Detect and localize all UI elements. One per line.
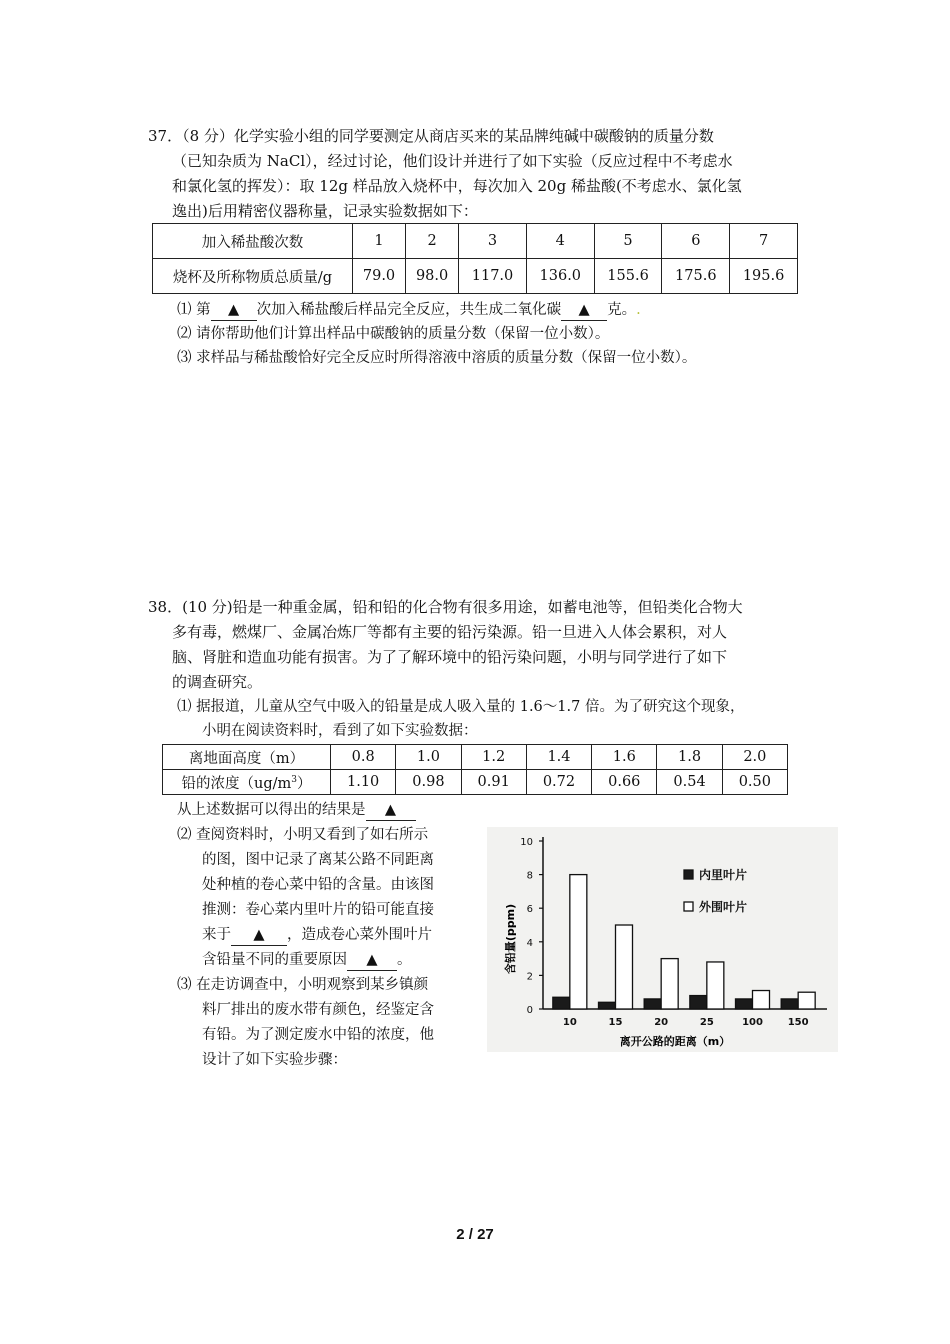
- q38-sub2-line-2: 的图，图中记录了离某公路不同距离: [202, 852, 434, 868]
- chart-legend-label: 内里叶片: [699, 868, 748, 882]
- q37-data-table: [152, 223, 798, 294]
- chart-x-axis-label: 离开公路的距离（m）: [619, 1035, 731, 1048]
- answer-blank[interactable]: ▲: [347, 950, 397, 971]
- q38-table-cell: 1.6: [592, 745, 657, 770]
- q37-sub3: ⑶ 求样品与稀盐酸恰好完全反应时所得溶液中溶质的质量分数（保留一位小数）。: [177, 350, 697, 366]
- q38-table-cell: 1.10: [331, 770, 396, 795]
- q37-table-cell: 1: [353, 224, 406, 259]
- q38-table-cell: 0.91: [461, 770, 526, 795]
- chart-bar-inner: [781, 999, 798, 1009]
- chart-x-tick-label: 15: [608, 1017, 623, 1028]
- answer-blank[interactable]: ▲: [211, 300, 257, 321]
- q38-table-header-2: [163, 770, 331, 795]
- chart-y-axis-label: 含铅量(ppm): [504, 903, 517, 975]
- q37-sub1-suffix: 克。: [607, 302, 637, 318]
- q38-line-4: 的调查研究。: [172, 673, 263, 691]
- q37-sub1-middle: 次加入稀盐酸后样品完全反应，共生成二氧化碳: [256, 302, 562, 318]
- chart-legend-swatch: [684, 870, 693, 879]
- chart-bar-outer: [798, 992, 815, 1009]
- q37-table-cell: 175.6: [662, 259, 730, 294]
- q38-sub1-line-1: ⑴ 据报道，儿童从空气中吸入的铅量是成人吸入量的 1.6～1.7 倍。为了研究这个现象，: [177, 699, 745, 715]
- q38-sub2-l6-prefix: 含铅量不同的重要原因: [202, 952, 347, 968]
- chart-y-tick-label: 10: [520, 837, 533, 848]
- chart-bar-inner: [599, 1002, 616, 1009]
- q38-sub2-l5-suffix: ，造成卷心菜外围叶片: [287, 927, 432, 943]
- q38-sub1-line-2: 小明在阅读资料时，看到了如下实验数据：: [202, 723, 478, 739]
- q37-line-4: 逸出)后用精密仪器称量，记录实验数据如下：: [172, 202, 478, 220]
- chart-x-tick-label: 20: [654, 1017, 669, 1028]
- q38-table-cell: 1.0: [396, 745, 461, 770]
- q37-sub2: ⑵ 请你帮助他们计算出样品中碳酸钠的质量分数（保留一位小数）。: [177, 326, 610, 342]
- q38-result: [177, 800, 416, 821]
- chart-x-tick-label: 25: [699, 1017, 714, 1028]
- q38-table-header-1: 离地面高度（m）: [163, 745, 331, 770]
- chart-x-tick-label: 150: [787, 1017, 809, 1028]
- page-number: 2 / 27: [456, 1226, 494, 1243]
- q37-sub1-prefix: ⑴ 第: [177, 302, 211, 318]
- chart-bar-inner: [736, 999, 753, 1009]
- q38-line-3: 脑、肾脏和造血功能有损害。为了了解环境中的铅污染问题，小明与同学进行了如下: [172, 648, 728, 666]
- q38-table-cell: 0.50: [722, 770, 787, 795]
- chart-y-tick-label: 8: [526, 870, 533, 882]
- q38-table-cell: 0.8: [331, 745, 396, 770]
- q37-table-cell: 6: [662, 224, 730, 259]
- q38-sub3-line-4: 设计了如下实验步骤：: [202, 1052, 347, 1068]
- chart-y-tick-label: 0: [526, 1005, 533, 1016]
- q38-table-cell: 2.0: [722, 745, 787, 770]
- q37-table-cell: 7: [730, 224, 798, 259]
- q38-sub2-l5-prefix: 来于: [202, 927, 231, 943]
- q38-table-header-2-sup: 3: [291, 774, 297, 785]
- q38-table-cell: 0.54: [657, 770, 722, 795]
- q38-line-2: 多有毒，燃煤厂、金属冶炼厂等都有主要的铅污染源。铅一旦进入人体会累积，对人: [172, 623, 728, 641]
- chart-bar-inner: [690, 996, 707, 1009]
- q37-table-cell: 5: [594, 224, 662, 259]
- q38-table-header-2-end: ）: [297, 775, 312, 792]
- chart-bar-outer: [616, 925, 633, 1009]
- q37-table-header-1: 加入稀盐酸次数: [153, 224, 353, 259]
- q38-table-cell: 1.8: [657, 745, 722, 770]
- chart-x-tick-label: 10: [562, 1017, 577, 1028]
- lead-content-bar-chart: [487, 827, 838, 1052]
- q37-line-1: 37．（8 分）化学实验小组的同学要测定从商店买来的某品牌纯碱中碳酸钠的质量分数: [148, 127, 714, 145]
- answer-blank[interactable]: ▲: [561, 300, 607, 321]
- q37-table-cell: 3: [459, 224, 527, 259]
- q38-sub2-line-1: ⑵ 查阅资料时，小明又看到了如右所示: [177, 827, 429, 843]
- chart-bar-outer: [707, 962, 724, 1009]
- q38-table-cell: 1.2: [461, 745, 526, 770]
- q38-data-table: [162, 744, 788, 795]
- q38-table-cell: 0.66: [592, 770, 657, 795]
- q37-table-cell: 195.6: [730, 259, 798, 294]
- chart-bar-outer: [570, 875, 587, 1009]
- q37-table-header-2: 烧杯及所称物质总质量/g: [153, 259, 353, 294]
- stray-dot: .: [636, 302, 641, 318]
- q38-table-cell: 0.72: [526, 770, 591, 795]
- q37-table-cell: 2: [406, 224, 459, 259]
- chart-legend-swatch: [684, 902, 693, 911]
- q38-sub2-line-5: [202, 925, 432, 946]
- chart-y-tick-label: 6: [526, 904, 533, 916]
- chart-bar-outer: [661, 959, 678, 1009]
- answer-blank[interactable]: ▲: [366, 800, 416, 821]
- q37-table-cell: 4: [526, 224, 594, 259]
- q37-table-cell: 117.0: [459, 259, 527, 294]
- q37-table-cell: 155.6: [594, 259, 662, 294]
- q38-sub2-l6-suffix: 。: [397, 952, 412, 968]
- q38-result-prefix: 从上述数据可以得出的结果是: [177, 802, 366, 818]
- q38-sub2-line-4: 推测：卷心菜内里叶片的铅可能直接: [202, 902, 434, 918]
- q38-sub3-line-2: 料厂排出的废水带有颜色，经鉴定含: [202, 1002, 434, 1018]
- chart-legend-label: 外围叶片: [699, 900, 748, 914]
- q38-table-cell: 1.4: [526, 745, 591, 770]
- chart-x-tick-label: 100: [742, 1017, 763, 1028]
- chart-bar-outer: [753, 991, 770, 1009]
- q37-sub1: [177, 300, 641, 321]
- q37-table-cell: 79.0: [353, 259, 406, 294]
- chart-bar-inner: [553, 997, 570, 1009]
- answer-blank[interactable]: ▲: [231, 925, 287, 946]
- q38-table-cell: 0.98: [396, 770, 461, 795]
- chart-bar-inner: [644, 999, 661, 1009]
- q37-line-3: 和氯化氢的挥发）：取 12g 样品放入烧杯中，每次加入 20g 稀盐酸(不考虑水、氯化氢: [172, 177, 742, 195]
- q37-line-2: （已知杂质为 NaCl），经过讨论，他们设计并进行了如下实验（反应过程中不考虑水: [172, 152, 733, 170]
- q38-sub3-line-3: 有铅。为了测定废水中铅的浓度，他: [202, 1027, 434, 1043]
- q38-sub2-line-3: 处种植的卷心菜中铅的含量。由该图: [202, 877, 434, 893]
- q37-table-cell: 136.0: [526, 259, 594, 294]
- q38-line-1: 38．(10 分)铅是一种重金属，铅和铅的化合物有很多用途，如蓄电池等，但铅类化合物大: [148, 598, 743, 616]
- chart-y-tick-label: 4: [526, 937, 533, 949]
- q37-table-cell: 98.0: [406, 259, 459, 294]
- q38-sub3-line-1: ⑶ 在走访调查中，小明观察到某乡镇颜: [177, 977, 429, 993]
- q38-sub2-line-6: [202, 950, 412, 971]
- chart-y-tick-label: 2: [526, 971, 533, 983]
- q38-table-header-2-text: 铅的浓度（ug/m: [181, 775, 292, 792]
